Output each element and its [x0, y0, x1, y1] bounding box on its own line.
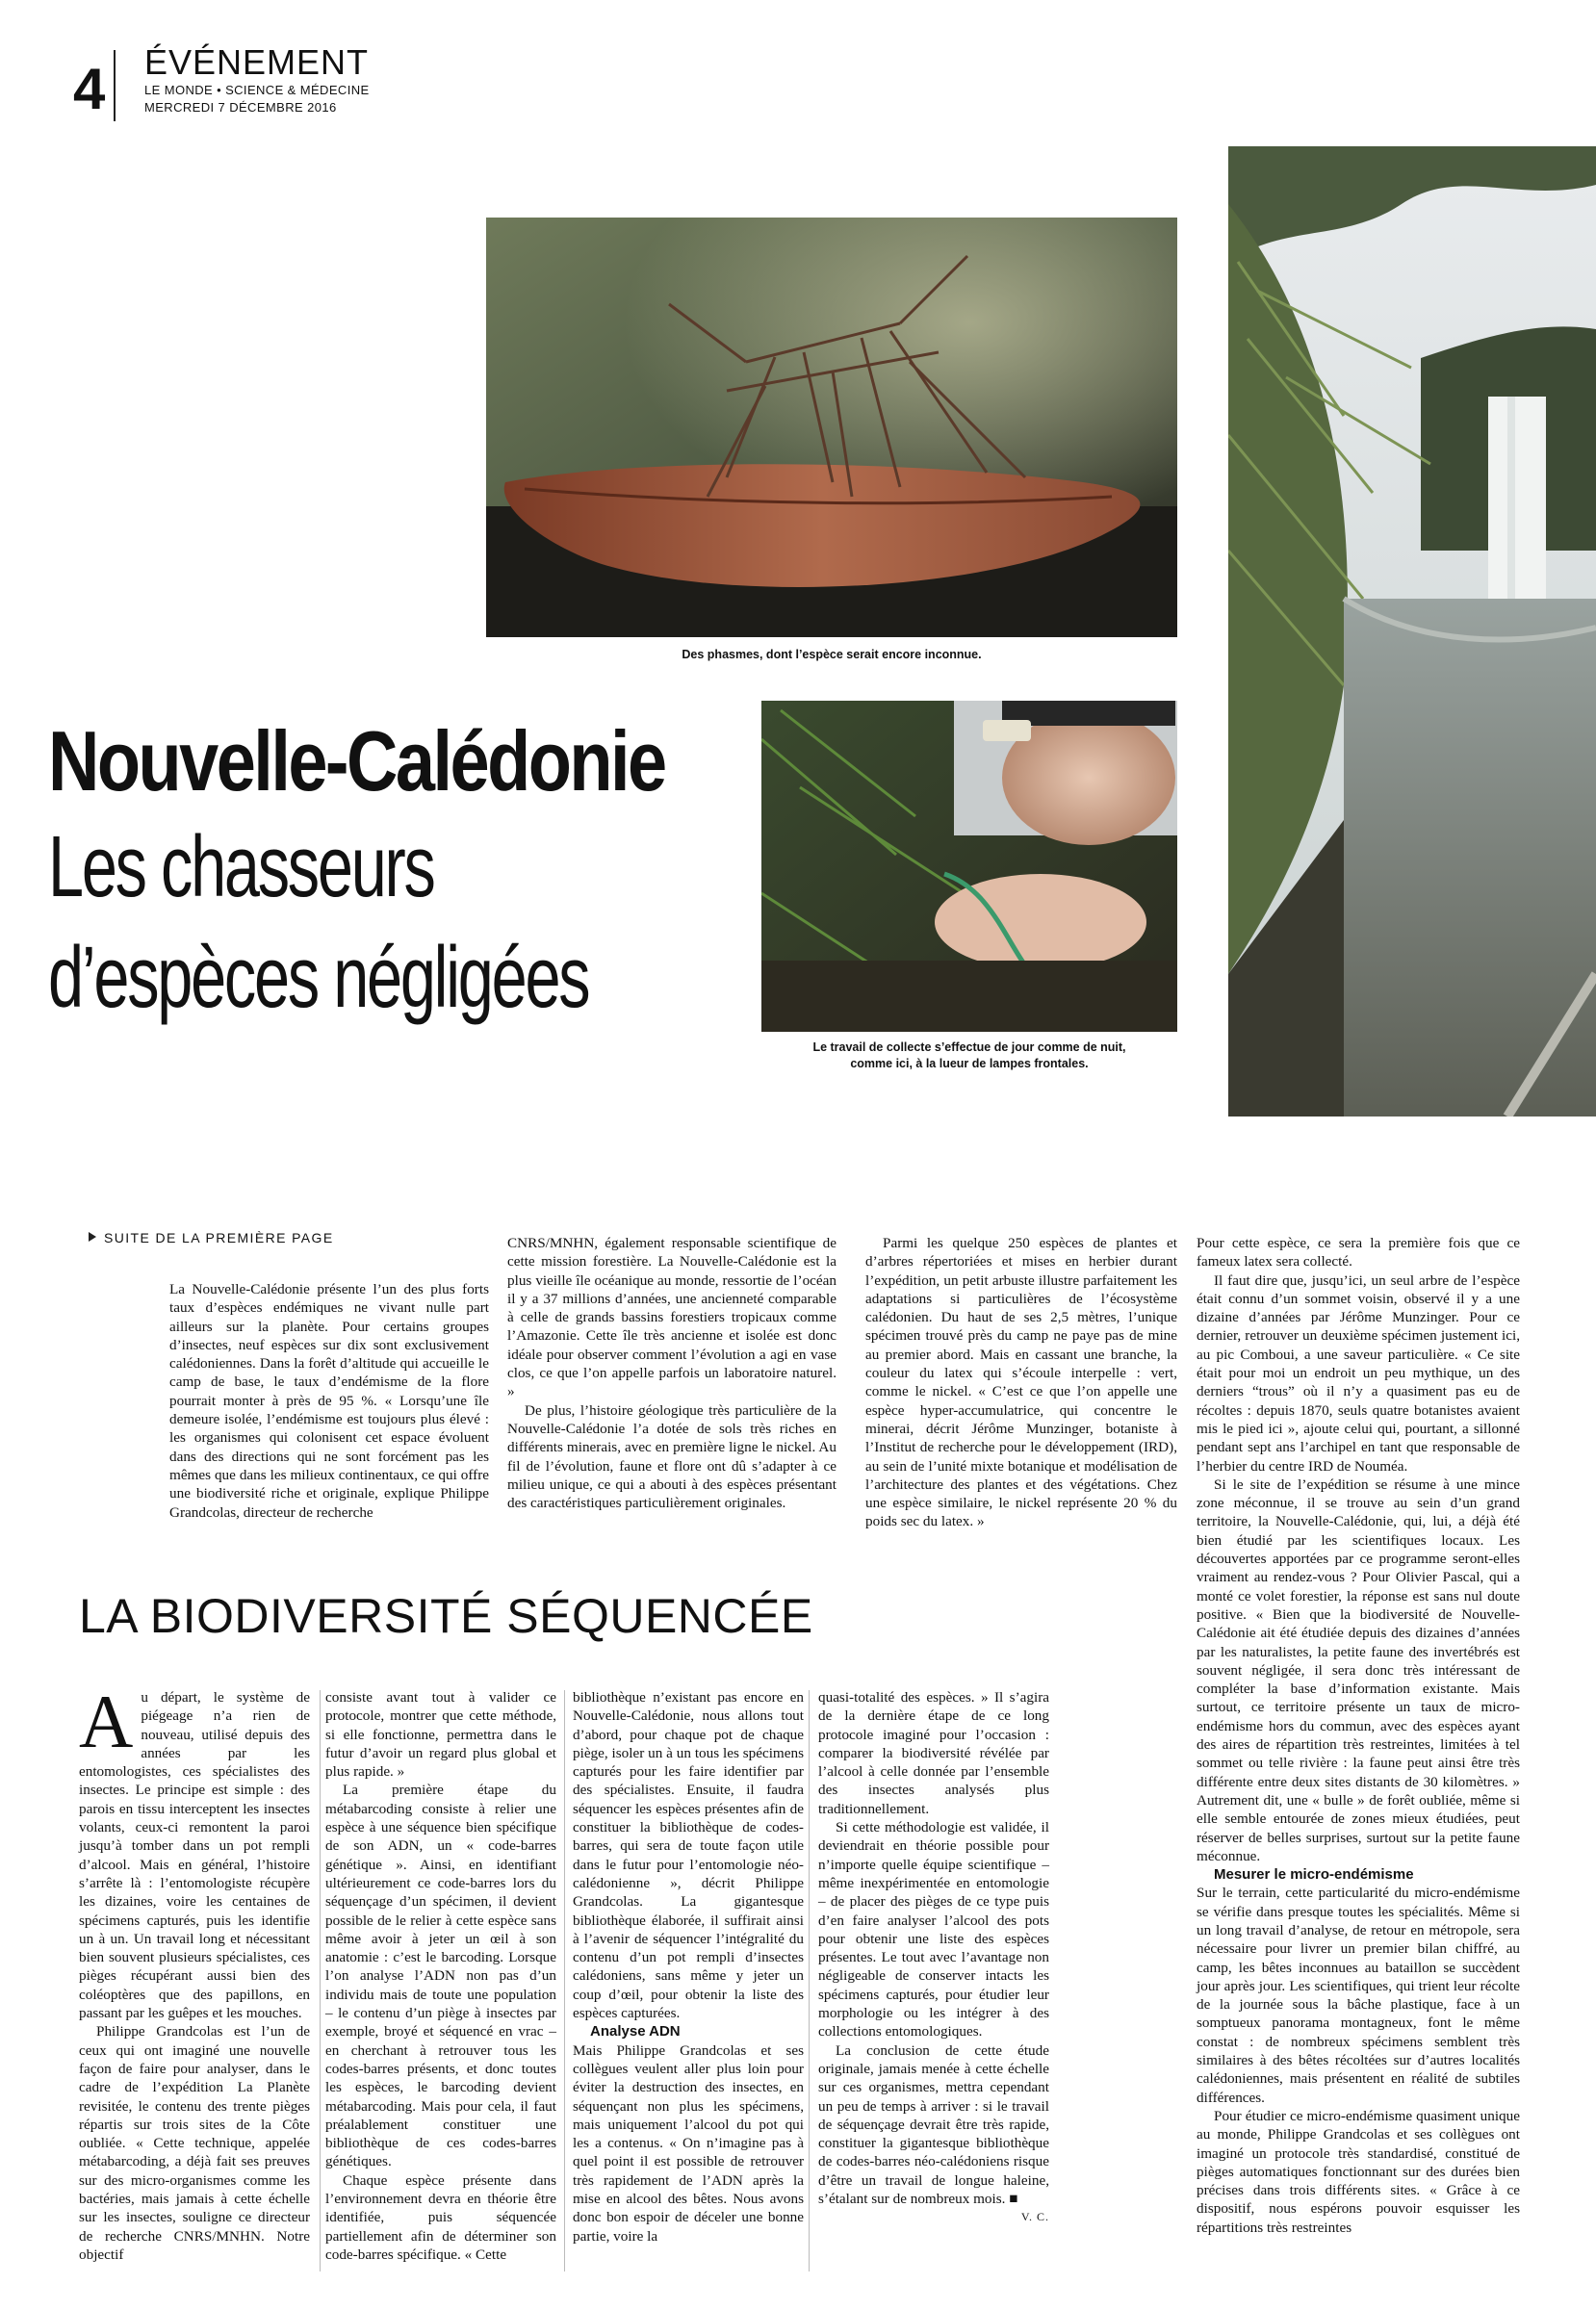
sidebar-column-2	[325, 1688, 556, 2264]
paragraph: Sur le terrain, cette particularité du micro-endémisme se vérifie dans presque toutes les spécialités. Même si un long travail d’analyse, de retour en métropole, sera nécessaire pour livrer un premier bilan chiffré, au camp, les bêtes inconnues au bataillon se succèdent jour après jour. Les scientifiques, qui trient leur récolte de la journée sous la bâche plastique, face à un somptueux panorama montagneux, font le même constat : de nombreux spécimens semblent très similaires à des bêtes récoltées sur d’autres localités calédoniennes, mais présentent en réalité de subtiles différences.	[1197, 1885, 1520, 2106]
paragraph: Pour cette espèce, ce sera la première fois que ce fameux latex sera collecté.	[1197, 1235, 1520, 1270]
headline-line-1: Les chasseurs	[48, 819, 434, 915]
article-column-3	[865, 1234, 1177, 1531]
paragraph: u départ, le système de piégeage n’a rien de nouveau, utilisé depuis des années par les entomologistes, ces spécialistes des insectes. Le principe est simple : des parois en tissu interceptent les insectes volants, ceux-ci remontent la paroi jusqu’à tomber dans un pot rempli d’alcool. Mais en général, l’histoire s’arrête là : l’entomologiste récupère les dizaines, voire les centaines de spécimens capturés, puis les identifie un à un. Un travail long et nécessitant bien souvent plusieurs spécialistes, ces pièges récupérant aussi bien des coléoptères que des papillons, en passant par les guêpes et les mouches.	[79, 1689, 310, 2022]
sidebar-column-4	[818, 1688, 1049, 2227]
paragraph: La Nouvelle-Calédonie présente l’un des plus forts taux d’espèces endémiques ne vivant nulle part ailleurs sur la planète. Pour certains groupes d’insectes, neuf espèces sur dix sont exclusivement calédoniennes. Dans la forêt d’altitude qui accueille le camp de base, le taux d’endémisme de la flore pourrait monter à près de 95 %. « Lorsqu’une île demeure isolée, l’endémisme est toujours plus élevé : les organismes qui colonisent cet espace évoluent dans des directions qui ne sont forcément pas les mêmes que dans les milieux continentaux, ce qui offre une biodiversité riche et originale, explique Philippe Grandcolas, directeur de recherche	[169, 1281, 489, 1521]
sidebar-column-1	[79, 1680, 310, 2264]
sidebar-column-3	[573, 1688, 804, 2246]
waterfall-photo	[1228, 146, 1596, 1116]
collecte-photo	[761, 701, 1177, 1032]
publication-name: LE MONDE • SCIENCE & MÉDECINE	[144, 83, 370, 97]
phasmes-caption: Des phasmes, dont l’espèce serait encore inconnue.	[682, 648, 982, 661]
collecte-caption-line-1: Le travail de collecte s’effectue de jour comme de nuit,	[812, 1040, 1126, 1054]
paragraph: Si le site de l’expédition se résume à une mince zone méconnue, il se trouve au sein d’un grand territoire, la Nouvelle-Calédonie, qui, lui, a déjà été bien étudié par les scientifiques locaux. Les découvertes apportées par ce programme seront-elles vraiment au rendez-vous ? Pour Olivier Pascal, qui a monté ce volet forestier, la réponse est sans nul doute positive. « Bien que la biodiversité de Nouvelle-Calédonie ait été étudiée depuis des dizaines d’années par les naturalistes, la petite faune des invertébrés est souvent négligée, il sera donc très intéressant de compléter la base d’information existante. Mais surtout, ce territoire présente un taux de micro-endémisme hors du commun, avec des espèces ayant des aires de répartition très restreintes, limitées à tel sommet ou telle rivière : la faune peut ainsi être très différente entre deux sites distants de 30 kilomètres. » Autrement dit, une « bulle » de forêt oubliée, même si elle semble entourée de zones mieux étudiées, peut réserver de belles surprises, surtout sur la petite faune méconnue.	[1197, 1476, 1520, 1864]
paragraph: Parmi les quelque 250 espèces de plantes et d’arbres répertoriées et mises en herbier durant l’expédition, un petit arbuste illustre parfaitement les adaptations si particulières de l’écosystème calédonien. Du haut de ses 2,5 mètres, l’unique spécimen trouvé près du camp ne paye pas de mine au premier abord. Mais en cassant une branche, la couleur du latex qui s’écoule interpelle : vert, comme le nickel. « C’est ce que l’on appelle une espèce hyper-accumulatrice, qui concentre le minerai, décrit Jérôme Munzinger, botaniste à l’Institut de recherche pour le développement (IRD), au sein de l’unité mixte botanique et modélisation de l’architecture des plantes et des végétations. Chez une espèce similaire, le nickel représente 20 % du poids sec du latex. »	[865, 1235, 1177, 1530]
article-column-4	[1197, 1234, 1520, 2237]
column-divider	[320, 1690, 321, 2272]
phasmes-photo	[486, 218, 1177, 637]
article-column-2	[507, 1234, 837, 1512]
paragraph: Pour étudier ce micro-endémisme quasiment unique au monde, Philippe Grandcolas et ses collègues ont imaginé un protocole très standardisé, constitué de pièges automatiques fonctionnant sur des durées bien précises dans trois différents sites. « Grâce à ce dispositif, nous espérons pouvoir esquisser les répartitions très restreintes	[1197, 2107, 1520, 2236]
continued-from-front	[89, 1230, 334, 1245]
paragraph: CNRS/MNHN, également responsable scientifique de cette mission forestière. La Nouvelle-Calédonie est la plus vieille île océanique au monde, ressortie de l’océan il y a 37 millions d’années, une ancienneté comparable à celle de grands bassins forestiers tropicaux comme l’Amazonie. Cette île très ancienne et isolée est donc idéale pour observer comment l’évolution a agi en vase clos, ce que l’on appelle parfois un laboratoire naturel. »	[507, 1235, 837, 1400]
paragraph: Philippe Grandcolas est l’un de ceux qui ont imaginé une nouvelle façon de faire pour analyser, dans le cadre de l’expédition La Planète revisitée, le contenu des trente pièges répartis sur trois sites de la Côte oubliée. « Cette technique, appelée métabarcoding, a déjà fait ses preuves sur des micro-organismes comme les bactéries, mais jamais à cette échelle sur les insectes, souligne ce directeur de recherche CNRS/MNHN. Notre objectif	[79, 2023, 310, 2263]
section-title: ÉVÉNEMENT	[144, 42, 370, 82]
paragraph: Mais Philippe Grandcolas et ses collègues veulent aller plus loin pour éviter la destruction des insectes, en séquençant non plus les spécimens, mais uniquement l’alcool du pot qui les a contenus. « On n’imagine pas à quel point il est possible de retrouver très rapidement de l’ADN après la mise en alcool des bêtes. Nous avons donc bon espoir de déceler une bonne partie, voire la	[573, 2041, 804, 2245]
paragraph: La conclusion de cette étude originale, jamais menée à cette échelle sur ces organismes, mettra cependant un peu de temps à arriver : si le travail de séquençage devrait être très rapide, constituer la gigantesque bibliothèque de codes-barres néo-calédoniens risque d’être un travail de longue haleine, s’étalant sur de nombreux mois. ■	[818, 2041, 1049, 2208]
column-divider	[809, 1690, 810, 2272]
page-number: 4	[73, 57, 106, 121]
article-column-1	[169, 1280, 489, 1522]
paragraph: bibliothèque n’existant pas encore en Nouvelle-Calédonie, nous allons tout d’abord, pour chaque pot de chaque piège, isoler un à un tous les spécimens capturés pour les faire identifier par des spécialistes. Ensuite, il faudra séquencer les espèces présentes afin de constituer la bibliothèque de codes-barres, qui sera de toute façon utile dans le futur pour l’entomologie néo-calédonienne », décrit Philippe Grandcolas. La gigantesque bibliothèque élaborée, il suffirait ainsi à l’avenir de séquencer l’intégralité du contenu d’un pot rempli d’insectes calédoniens, sans même y jeter un coup d’œil, pour obtenir la liste des espèces capturées.	[573, 1689, 804, 2022]
paragraph: Chaque espèce présente dans l’environnement devra en théorie être identifiée, puis séquencée partiellement afin de déterminer son code-barres spécifique. « Cette	[325, 2171, 556, 2263]
paragraph: consiste avant tout à valider ce protocole, montrer que cette méthode, si elle fonctionne, permettra dans le futur d’avoir un regard plus global et plus rapide. »	[325, 1689, 556, 1781]
headline-kicker: Nouvelle-Calédonie	[48, 713, 665, 808]
column-divider	[564, 1690, 565, 2272]
author-signature: V. C.	[1020, 2210, 1049, 2224]
collecte-caption-line-2: comme ici, à la lueur de lampes frontales.	[850, 1057, 1089, 1070]
paragraph: De plus, l’histoire géologique très particulière de la Nouvelle-Calédonie l’a dotée de sols très riches en différents minerais, avec en première ligne le nickel. Au fil de l’évolution, faune et flore ont dû s’adapter à ce milieu unique, ce qui a abouti à des espèces présentant des caractéristiques particulièrement originales.	[507, 1401, 837, 1512]
publication-date: MERCREDI 7 DÉCEMBRE 2016	[144, 100, 337, 115]
paragraph: Il faut dire que, jusqu’ici, un seul arbre de l’espèce était connu d’un sommet voisin, observé il y a une dizaine d’années par Jérôme Munzinger. Pour ce dernier, retrouver un deuxième spécimen justement ici, au pic Comboui, a une saveur particulière. « Ce site était pour moi un endroit un peu mythique, un des derniers “trous” où il n’y a quasiment pas eu de récoltes : depuis 1870, seuls quatre botanistes avaient mis le pied ici », ajoute celui qui, pourtant, a sillonné pendant sept ans l’archipel en tant que responsable de l’herbier du centre IRD de Nouméa.	[1197, 1271, 1520, 1475]
sidebar-title: LA BIODIVERSITÉ SÉQUENCÉE	[79, 1589, 813, 1643]
subheading: Analyse ADN	[590, 2023, 681, 2040]
headline-line-2: d’espèces négligées	[48, 930, 589, 1026]
paragraph: Si cette méthodologie est validée, il deviendrait en théorie possible pour n’importe quelle équipe scientifique – même inexpérimentée en entomologie – de placer des pièges de ce type puis d’en faire analyser l’alcool des pots pour obtenir une liste des espèces présentes. Le tout avec l’avantage non négligeable de conserver intacts les spécimens capturés, pour étudier leur morphologie ou les intégrer à des collections entomologiques.	[818, 1819, 1049, 2040]
continued-label: SUITE DE LA PREMIÈRE PAGE	[104, 1230, 334, 1245]
drop-cap: A	[79, 1680, 134, 1763]
header-divider	[114, 50, 116, 121]
paragraph: La première étape du métabarcoding consiste à relier une espèce à une séquence bien spécifique de son ADN, un « code-barres génétique ». Ainsi, en identifiant ultérieurement ce code-barres lors du séquençage d’un spécimen, il devient possible de le relier à cette espèce sans même avoir à jeter un œil à son anatomie : c’est le barcoding. Lorsque l’on analyse l’ADN non pas d’un individu mais de toute une population – le contenu d’un piège à insectes par exemple, broyé et séquencé en vrac – en cherchant à retrouver tous les codes-barres présents, et donc toutes les espèces, le barcoding devient métabarcoding. Mais pour cela, il faut préalablement constituer une bibliothèque de ces codes-barres génétiques.	[325, 1782, 556, 2170]
paragraph: quasi-totalité des espèces. » Il s’agira de la dernière étape de ce long protocole imaginé pour l’occasion : comparer la biodiversité révélée par l’alcool à celle donnée par l’ensemble des insectes analysés plus traditionnellement.	[818, 1689, 1049, 1817]
triangle-icon	[89, 1232, 96, 1242]
subheading: Mesurer le micro-endémisme	[1214, 1866, 1414, 1884]
